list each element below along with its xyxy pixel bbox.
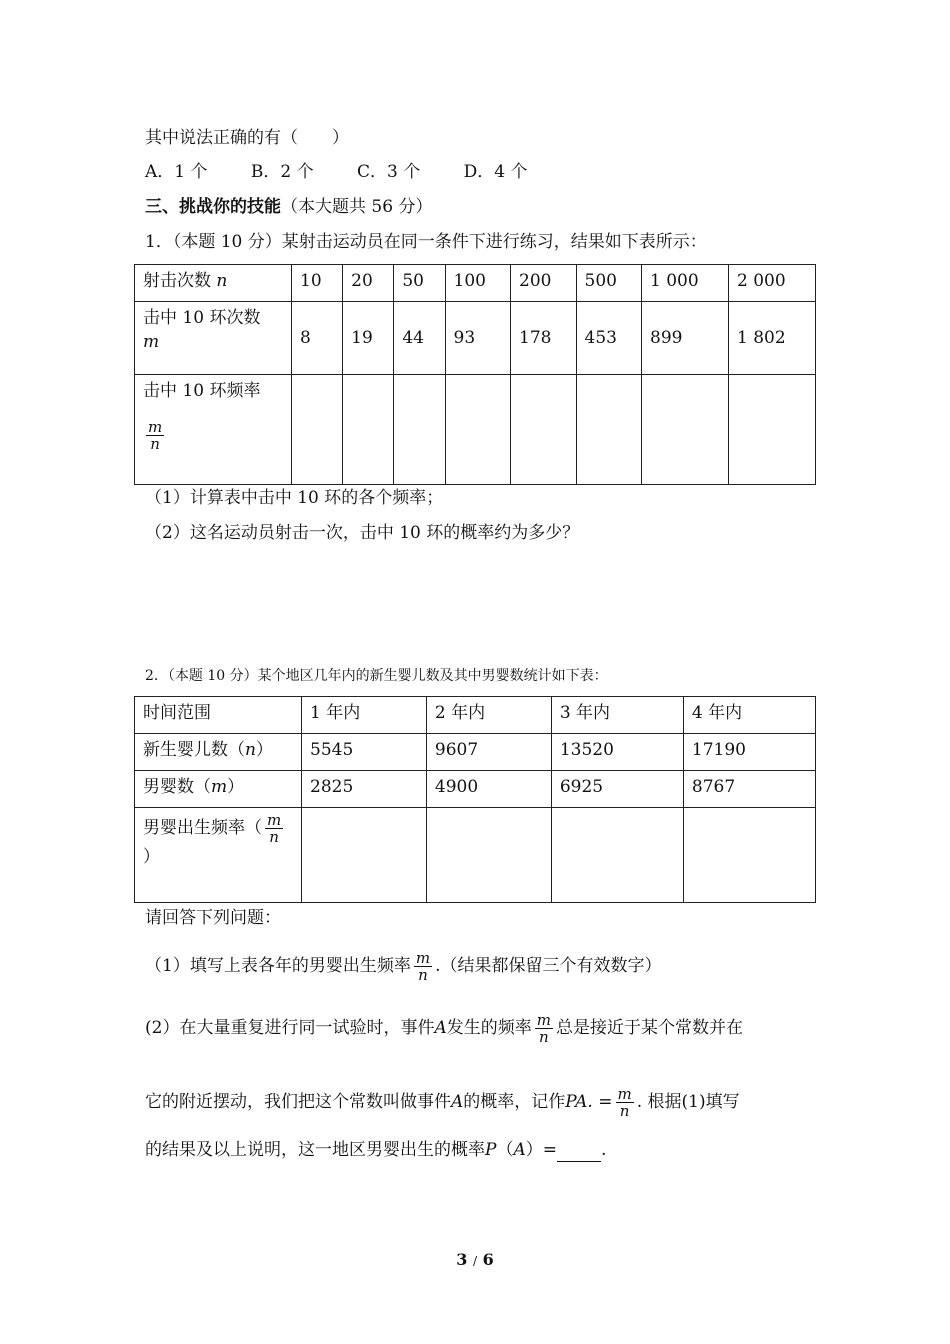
q2-sub2-line2: 它的附近摆动，我们把这个常数叫做事件A的概率，记作PA. = $\frac{m}{n}$ . 根据(1)填写 — [145, 1085, 740, 1120]
table-row — [135, 808, 816, 903]
answer-cell[interactable] — [511, 375, 577, 485]
q2-header-label: 时间范围 — [135, 697, 302, 734]
option-c[interactable]: C．3 个 — [357, 162, 421, 182]
table-header-cell: 3 年内 — [551, 697, 683, 734]
answer-cell[interactable] — [445, 375, 511, 485]
fraction-m-over-n: $\frac{m}{n}$ — [415, 949, 431, 984]
q2-prompt: 请回答下列问题： — [145, 908, 281, 928]
table-cell: 8767 — [683, 771, 815, 808]
answer-cell[interactable] — [683, 808, 815, 903]
q2-sub2-line3: 的结果及以上说明，这一地区男婴出生的概率P（A）= . — [145, 1140, 607, 1160]
section-heading — [145, 195, 432, 219]
option-d[interactable]: D．4 个 — [463, 162, 528, 182]
answer-cell[interactable] — [302, 808, 427, 903]
table-cell: 93 — [445, 302, 511, 375]
table-cell: 5545 — [302, 734, 427, 771]
prev-question-options — [145, 160, 566, 184]
q1-row-label-hits: 击中 10 环次数 m — [135, 302, 292, 375]
table-cell: 13520 — [551, 734, 683, 771]
table-cell: 19 — [343, 302, 394, 375]
q2-rate-label: 男婴出生频率（ $\frac{m}{n}$ ） — [135, 808, 302, 903]
table-cell: 500 — [576, 265, 642, 302]
q2-births-label: 新生婴儿数（n） — [135, 734, 302, 771]
q1-stem: 1．（本题 10 分）某射击运动员在同一条件下进行练习，结果如下表所示： — [145, 232, 707, 252]
table-cell: 2825 — [302, 771, 427, 808]
answer-cell[interactable] — [576, 375, 642, 485]
q1-sub2: （2）这名运动员射击一次，击中 10 环的概率约为多少？ — [145, 523, 580, 543]
table-row — [135, 302, 816, 375]
option-a[interactable]: A．1 个 — [145, 162, 208, 182]
section-note: （本大题共 56 分） — [281, 197, 433, 217]
table-cell: 200 — [511, 265, 577, 302]
table-cell: 44 — [394, 302, 445, 375]
answer-cell[interactable] — [292, 375, 343, 485]
table-cell: 10 — [292, 265, 343, 302]
answer-cell[interactable] — [642, 375, 729, 485]
table-row — [135, 734, 816, 771]
table-row — [135, 771, 816, 808]
table-cell: 1 000 — [642, 265, 729, 302]
answer-cell[interactable] — [394, 375, 445, 485]
table-header-cell: 1 年内 — [302, 697, 427, 734]
answer-cell[interactable] — [551, 808, 683, 903]
answer-cell[interactable] — [728, 375, 815, 485]
q1-sub1: （1）计算表中击中 10 环的各个频率； — [145, 488, 444, 508]
table-row — [135, 375, 816, 485]
answer-blank[interactable] — [557, 1143, 601, 1162]
table-cell: 8 — [292, 302, 343, 375]
q1-row-label-shots: 射击次数 n — [135, 265, 292, 302]
q2-sub2-line1: (2）在大量重复进行同一试验时，事件A发生的频率 $\frac{m}{n}$ 总是接近于某个常数并在 — [145, 1011, 743, 1046]
table-cell: 178 — [511, 302, 577, 375]
table-cell: 4900 — [426, 771, 551, 808]
table-cell: 453 — [576, 302, 642, 375]
table-cell: 50 — [394, 265, 445, 302]
fraction-m-over-n: $\frac{m}{n}$ — [617, 1085, 632, 1120]
fraction-m-over-n: $\frac{m}{n}$ — [267, 811, 282, 846]
q2-stem: 2．（本题 10 分）某个地区几年内的新生婴儿数及其中男婴数统计如下表： — [145, 668, 608, 684]
table-row — [135, 265, 816, 302]
table-cell: 100 — [445, 265, 511, 302]
table-cell: 1 802 — [728, 302, 815, 375]
q1-table — [134, 264, 816, 485]
table-cell: 6925 — [551, 771, 683, 808]
answer-cell[interactable] — [343, 375, 394, 485]
table-header-cell: 4 年内 — [683, 697, 815, 734]
q2-table — [134, 696, 816, 903]
fraction-m-over-n: $\frac{m}{n}$ — [536, 1011, 551, 1046]
section-title: 三、挑战你的技能 — [145, 197, 281, 217]
page-number: 3 / 6 — [456, 1250, 494, 1269]
table-cell: 20 — [343, 265, 394, 302]
q2-boys-label: 男婴数（m） — [135, 771, 302, 808]
table-cell: 17190 — [683, 734, 815, 771]
option-b[interactable]: B．2 个 — [250, 162, 314, 182]
table-row — [135, 697, 816, 734]
table-header-cell: 2 年内 — [426, 697, 551, 734]
table-cell: 9607 — [426, 734, 551, 771]
prev-question-stem: 其中说法正确的有（ ） — [145, 128, 349, 148]
answer-cell[interactable] — [426, 808, 551, 903]
fraction-m-over-n: $\frac{m}{n}$ — [148, 418, 163, 453]
table-cell: 2 000 — [728, 265, 815, 302]
q1-row-label-rate: 击中 10 环频率 $\frac{m}{n}$ — [135, 375, 292, 485]
table-cell: 899 — [642, 302, 729, 375]
q2-sub1: （1）填写上表各年的男婴出生频率 $\frac{m}{n}$ .（结果都保留三个有效数字） — [145, 949, 662, 984]
